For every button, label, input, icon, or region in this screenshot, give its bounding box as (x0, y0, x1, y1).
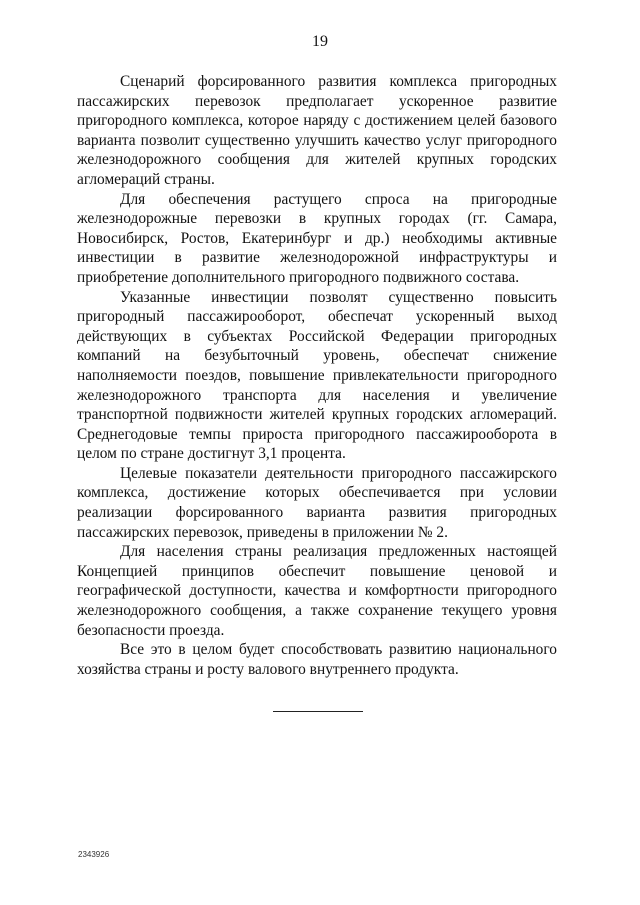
paragraph-1: Сценарий форсированного развития комплекса пригородных пассажирских перевозок предполагает ускоренное развитие пригородного комплекса, которое наряду с достижением целей базового варианта позволит существенно улучшить качество услуг пригородного железнодорожного сообщения для жителей крупных городских агломераций страны. (77, 73, 557, 188)
document-body (77, 72, 557, 679)
paragraph-3: Указанные инвестиции позволят существенно повысить пригородный пассажирооборот, обеспечат ускоренный выход действующих в субъектах Российской Федерации пригородных компаний на безубыточный уровень, обеспечат снижение наполняемости поездов, повышение привлекательности пригородного железнодорожного транспорта для населения и увеличение транспортной подвижности жителей крупных городских агломераций. Среднегодовые темпы прироста пригородного пассажирооборота в целом по стране достигнут 3,1 процента. (77, 288, 557, 463)
end-of-section-rule (273, 711, 363, 712)
paragraph-5: Для населения страны реализация предложенных настоящей Концепцией принципов обеспечит повышение ценовой и географической доступности, качества и комфортности пригородного железнодорожного сообщения, а также сохранение текущего уровня безопасности проезда. (77, 543, 557, 639)
paragraph-6: Все это в целом будет способствовать развитию национального хозяйства страны и росту валового внутреннего продукта. (77, 641, 557, 678)
paragraph-2: Для обеспечения растущего спроса на пригородные железнодорожные перевозки в крупных городах (гг. Самара, Новосибирск, Ростов, Екатеринбург и др.) необходимы активные инвестиции в развитие железнодорожной инфраструктуры и приобретение дополнительного пригородного подвижного состава. (77, 190, 557, 286)
document-code: 2343926 (78, 850, 110, 859)
paragraph-4: Целевые показатели деятельности пригородного пассажирского комплекса, достижение которых обеспечивается при условии реализации форсированного варианта развития пригородных пассажирских перевозок, приведены в приложении № 2. (77, 464, 557, 541)
page-number: 19 (312, 33, 328, 50)
